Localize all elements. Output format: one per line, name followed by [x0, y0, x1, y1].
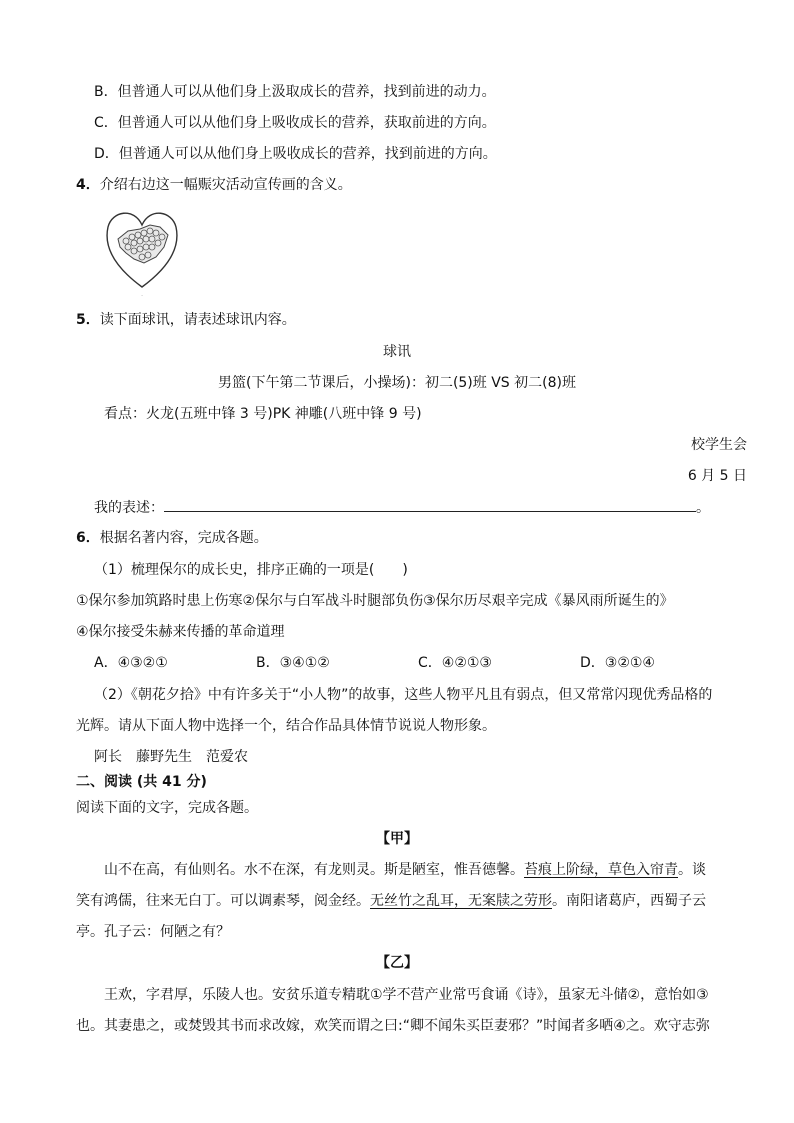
answer-label: 我的表述：	[94, 500, 164, 516]
option-c: C．④②①③	[418, 655, 492, 671]
text-segment: 。谈	[678, 862, 706, 878]
underlined-sentence: 无丝竹之乱耳，无案牍之劳形	[370, 893, 552, 909]
q3-option-d: D．但普通人可以从他们身上吸收成长的营养，找到前进的方向。	[94, 146, 497, 162]
notice-title: 球讯	[383, 344, 411, 360]
answer-end: 。	[696, 500, 710, 516]
notice-date: 6 月 5 日	[687, 468, 747, 484]
question-text: 根据名著内容，完成各题。	[99, 530, 268, 546]
q3-option-c: C．但普通人可以从他们身上吸收成长的营养，获取前进的方向。	[94, 115, 496, 131]
question-5	[76, 310, 296, 330]
sub-question-2-line-2: 光辉。请从下面人物中选择一个，结合作品具体情节说说人物形象。	[76, 718, 496, 734]
notice-line-1: 男篮(下午第二节课后，小操场)：初二(5)班 VS 初二(8)班	[218, 375, 576, 391]
events-line-2: ④保尔接受朱赫来传播的革命道理	[76, 624, 285, 640]
answer-line	[94, 497, 710, 518]
question-number: 4．	[76, 177, 100, 193]
sub-question-1: （1）梳理保尔的成长史，排序正确的一项是( )	[94, 562, 408, 578]
heart-map-poster-icon	[104, 203, 180, 299]
passage-jia-line-2	[76, 891, 706, 911]
text-segment: 。南阳诸葛庐，西蜀子云	[552, 893, 706, 909]
text-segment: 笑有鸿儒，往来无白丁。可以调素琴，阅金经。	[76, 893, 370, 909]
option-a: A．④③②①	[94, 655, 168, 671]
notice-line-2: 看点：火龙(五班中锋 3 号)PK 神雕(八班中锋 9 号)	[104, 406, 422, 422]
question-number: 5．	[76, 312, 100, 328]
section-instruction: 阅读下面的文字，完成各题。	[76, 800, 258, 816]
question-text: 读下面球讯，请表述球讯内容。	[99, 312, 296, 328]
option-d: D．③②①④	[580, 655, 655, 671]
text-segment: 山不在高，有仙则名。水不在深，有龙则灵。斯是陋室，惟吾德馨。	[104, 862, 524, 878]
question-6	[76, 528, 268, 548]
option-b: B．③④①②	[256, 655, 330, 671]
passage-jia-line-3: 亭。孔子云：何陋之有？	[76, 924, 230, 940]
question-number: 6．	[76, 530, 100, 546]
character-list: 阿长 藤野先生 范爱农	[94, 749, 248, 765]
events-line-1: ①保尔参加筑路时患上伤寒②保尔与白军战斗时腿部负伤③保尔历尽艰辛完成《暴风雨所诞生的》	[76, 593, 674, 609]
answer-blank[interactable]	[164, 497, 696, 512]
question-text: 介绍右边这一幅赈灾活动宣传画的含义。	[99, 177, 352, 193]
svg-text:·: ·	[141, 293, 143, 299]
sub-question-2-line-1: （2）《朝花夕拾》中有许多关于“小人物”的故事，这些人物平凡且有弱点，但又常常闪现优秀品格的	[94, 687, 713, 703]
q3-option-b: B．但普通人可以从他们身上汲取成长的营养，找到前进的动力。	[94, 84, 496, 100]
passage-yi-title: 【乙】	[376, 955, 418, 971]
underlined-sentence: 苔痕上阶绿，草色入帘青	[524, 862, 678, 878]
passage-yi-line-2: 也。其妻患之，或焚毁其书而求改嫁，欢笑而谓之曰:“卿不闻朱买臣妻邪？”时闻者多哂④之。欢守志弥	[76, 1018, 710, 1034]
section-heading: 二、阅读 (共 41 分)	[76, 774, 207, 790]
passage-yi-line-1: 王欢，字君厚，乐陵人也。安贫乐道专精耽①学不营产业常丐食诵《诗》，虽家无斗储②，意怡如③	[104, 987, 709, 1003]
passage-jia-line-1	[104, 860, 706, 880]
question-4	[76, 175, 352, 195]
notice-organization: 校学生会	[691, 437, 747, 453]
passage-jia-title: 【甲】	[376, 831, 418, 847]
